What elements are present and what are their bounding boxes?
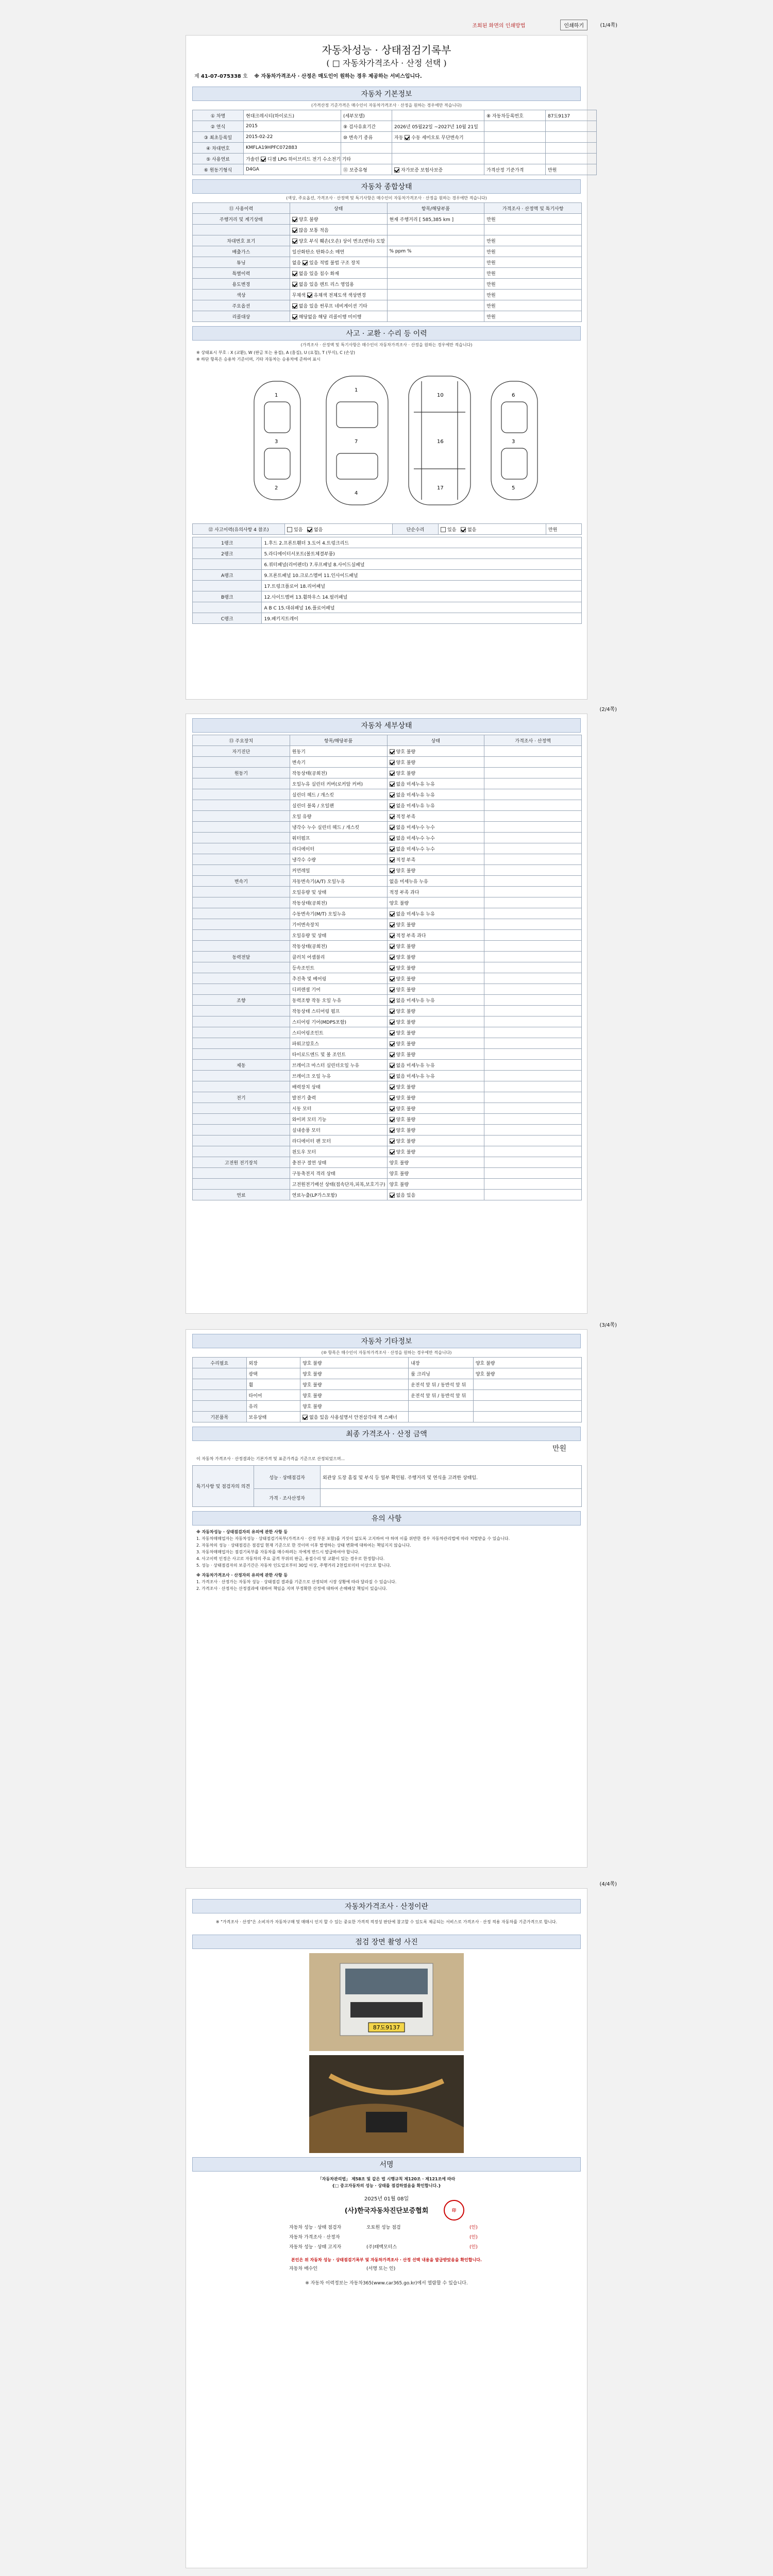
detail-row: 작동상태(공회전) 양호 불량 bbox=[193, 941, 582, 952]
other-row: 휠 양호 불량 운전석 앞 뒤 / 동반석 앞 뒤 bbox=[193, 1379, 582, 1390]
detail-row: 등속조인트 양호 불량 bbox=[193, 962, 582, 973]
caution-section: 유의 사항 bbox=[192, 1511, 581, 1526]
general-state-row: 특별이력 없음 있음 침수 화재 만원 bbox=[193, 268, 582, 279]
svg-text:7: 7 bbox=[355, 439, 358, 445]
general-state-row: 배출가스 일산화탄소 탄화수소 매연 % ppm % 만원 bbox=[193, 246, 582, 257]
footer-text: ※ 자동차 이력정보는 자동차365(www.car365.go.kr)에서 열람할 수 있습니다. bbox=[305, 2281, 468, 2286]
general-state-row: 주행거리 및 계기상태 양호 불량 현재 주행거리 [ 585,385 km ] 만원 bbox=[193, 214, 582, 225]
basic-info-row: ⑥ 원동기형식 D4GA ⑪ 보증유형 자가보증 보험사보증 가격산정 기준가격 만원 bbox=[193, 164, 597, 175]
signer-row: 자동차 성능 · 상태 고지자 (주)태백모터스 (인) bbox=[289, 2245, 478, 2250]
other-table bbox=[192, 1357, 582, 1422]
detail-row: 워터펌프 없음 미세누수 누수 bbox=[193, 833, 582, 843]
detail-row: 시동 모터 양호 불량 bbox=[193, 1103, 582, 1114]
svg-text:5: 5 bbox=[512, 485, 515, 491]
basic-info-row: ⑤ 사용연료 가솔린 디젤 LPG 하이브리드 전기 수소전기 기타 bbox=[193, 154, 597, 164]
caution-item: 4. 사고이력 인정은 사고로 자동차의 주요 골격 부위의 판금, 용접수리 및 교환이 있는 경우로 한정합니다. bbox=[196, 1556, 385, 1561]
detail-row: 스티어링 기어(MDPS포함) 양호 불량 bbox=[193, 1016, 582, 1027]
price-intro-section: 자동차가격조사 · 산정이란 bbox=[192, 1899, 581, 1913]
detail-section: 자동차 세부상태 bbox=[192, 718, 581, 733]
accident-legend-1: ※ 상태표시 부호 : X (교환), W (판금 또는 용접), A (흠집), U (요철), T (부식), C (손상) bbox=[196, 350, 356, 355]
page-1 bbox=[186, 35, 587, 700]
detail-row: 실린더 헤드 / 개스킷 없음 미세누유 누유 bbox=[193, 789, 582, 800]
detail-row: 커먼레일 양호 불량 bbox=[193, 865, 582, 876]
rank-row: C랭크 19.패키지트레이 bbox=[193, 613, 582, 624]
detail-row: 변속기 자동변속기(A/T) 오일누유 없음 미세누유 누유 bbox=[193, 876, 582, 887]
final-desc: 이 자동차 가격조사 · 산정결과는 기본가격 및 표준가격을 기준으로 산정되었으며... bbox=[196, 1456, 345, 1461]
buyer-row: 자동차 매수인 (서명 또는 인) bbox=[289, 2266, 396, 2272]
detail-row: 전기 발전기 출력 양호 불량 bbox=[193, 1092, 582, 1103]
rank-row: B랭크 12.사이드멤버 13.휠하우스 14.필러패널 bbox=[193, 591, 582, 602]
detail-row: 파워고압호스 양호 불량 bbox=[193, 1038, 582, 1049]
rank-row: A랭크 9.프론트패널 10.크로스멤버 11.인사이드패널 bbox=[193, 570, 582, 581]
basic-info-row: ① 차명 현대크레시티(하이로드) (세부모델) ⑧ 자동차등록번호 87도9137 bbox=[193, 110, 597, 121]
basic-info-row: ④ 차대번호 KMFLA19HPFC072883 bbox=[193, 143, 597, 154]
detail-row: 자기진단 원동기 양호 불량 bbox=[193, 746, 582, 757]
detail-row: 변속기 양호 불량 bbox=[193, 757, 582, 768]
svg-text:17: 17 bbox=[437, 485, 444, 491]
general-state-row: 색상 무채색 유채색 전체도색 색상변경 만원 bbox=[193, 290, 582, 300]
detail-row: 제동 브레이크 마스터 실린더오일 누유 없음 미세누유 누유 bbox=[193, 1060, 582, 1071]
price-intro-text: ※ "가격조사 · 산정"은 소비자가 자동차구매 및 매매시 인지 할 수 있는 중요한 가격적 적정성 판단에 참고할 수 있도록 제공되는 서비스로 가격조사 · 산정 적용 자동차를 기준가격으로 합니다. bbox=[215, 1920, 558, 1924]
inspection-photo-front bbox=[309, 1953, 464, 2051]
rank-row: 17.트렁크플로어 18.리어패널 bbox=[193, 581, 582, 591]
detail-row: 조향 동력조향 작동 오일 누유 없음 미세누유 누유 bbox=[193, 995, 582, 1006]
accident-section: 사고 · 교환 · 수리 등 이력 bbox=[192, 326, 581, 341]
header-notice: ※ 자동차가격조사 · 산정은 매도인이 원하는 경우 제공하는 서비스입니다. bbox=[254, 74, 422, 79]
general-state-row: 많음 보통 적음 bbox=[193, 225, 582, 235]
general-state-row: 주요옵션 없음 있음 썬루프 네비게이션 기타 만원 bbox=[193, 300, 582, 311]
sign-date: 2025년 01월 08일 bbox=[364, 2196, 409, 2202]
general-state-row: 튜닝 없음 있음 적법 불법 구조 장치 만원 bbox=[193, 257, 582, 268]
other-row: 광택 양호 불량 룸 크리닝 양호 불량 bbox=[193, 1368, 582, 1379]
caution-item: 1. 자동차매매업자는 자동차성능 · 상태점검기록부(가격조사 · 산정 부분 포함)를 거짓이 없도록 고지하여 야 하며 이를 위반한 경우 자동차관리법에 따라 처벌받을 수 있습니다. bbox=[196, 1536, 510, 1541]
detail-row: 오일 유량 적정 부족 bbox=[193, 811, 582, 822]
svg-text:3: 3 bbox=[512, 439, 515, 445]
page-title: 자동차성능 · 상태점검기록부 bbox=[322, 44, 451, 56]
general-note: (색상, 주요옵션, 가격조사 · 산정액 및 특기사항은 매수인이 자동차가격조사 · 산정을 원하는 경우에만 적습니다) bbox=[286, 196, 487, 200]
page-number-2: (2/4쪽) bbox=[599, 707, 617, 713]
general-state-row: 차대번호 표기 양호 부식 훼손(오손) 상이 변조(변타) 도말 만원 bbox=[193, 235, 582, 246]
other-row: 유리 양호 불량 bbox=[193, 1401, 582, 1412]
detail-table bbox=[192, 735, 582, 1200]
org-name: (사)한국자동차진단보증협회 印 bbox=[186, 2205, 587, 2215]
detail-row: 실내송풍 모터 양호 불량 bbox=[193, 1125, 582, 1136]
detail-row: 와이퍼 모터 기능 양호 불량 bbox=[193, 1114, 582, 1125]
svg-text:6: 6 bbox=[512, 393, 515, 398]
page-number-3: (3/4쪽) bbox=[599, 1323, 617, 1328]
detail-row: 배력장치 상태 양호 불량 bbox=[193, 1081, 582, 1092]
detail-row: 타이로드엔드 및 볼 조인트 양호 불량 bbox=[193, 1049, 582, 1060]
signer-row: 자동차 가격조사 · 산정자 (인) bbox=[289, 2235, 478, 2240]
detail-row: 수동변속기(M/T) 오일누유 없음 미세누유 누유 bbox=[193, 908, 582, 919]
final-table: 특기사항 및 점검자의 의견 성능 · 상태점검자 외관상 도장 흠집 및 부식 등 일부 확인됨. 주행거리 및 연식을 고려한 상태임. 가격 · 조사산정자 bbox=[192, 1465, 582, 1507]
sign-law-text: 「자동차관리법」 제58조 및 같은 법 시행규칙 제120조 · 제121조에 따라 bbox=[317, 2177, 456, 2181]
svg-text:16: 16 bbox=[437, 439, 444, 445]
caution-list-2 bbox=[186, 1579, 587, 1592]
page-2 bbox=[186, 707, 617, 1314]
car-outline-diagram bbox=[192, 366, 582, 520]
rank-table bbox=[192, 537, 582, 624]
detail-row: 브레이크 오일 누유 없음 미세누유 누유 bbox=[193, 1071, 582, 1081]
detail-row: 디퍼렌셜 기어 양호 불량 bbox=[193, 984, 582, 995]
sign-section: 서명 bbox=[192, 2157, 581, 2172]
record-number: 제 41-07-075338 호 ※ 자동차가격조사 · 산정은 매도인이 원하는 경우 제공하는 서비스입니다. bbox=[194, 74, 422, 79]
detail-row: 라디에이터 팬 모터 양호 불량 bbox=[193, 1136, 582, 1146]
basic-info-table bbox=[192, 110, 597, 175]
detail-row: 고전원 전기장치 충전구 절연 상태 양호 불량 bbox=[193, 1157, 582, 1168]
rank-row: 2랭크 5.라디에이터서포트(볼트체결부품) bbox=[193, 548, 582, 559]
basic-info-row: ③ 최초등록일 2015-02-22 ⑩ 변속기 종류 자동 수동 세미오토 무단변속기 bbox=[193, 132, 597, 143]
rank-row: A B C 15.대쉬패널 16.플로어패널 bbox=[193, 602, 582, 613]
other-section: 자동차 기타정보 bbox=[192, 1334, 581, 1348]
caution-item: 2. 가격조사 · 산정자는 산정결과에 대하여 책임을 지며 부정확한 산정에 대하여 손해배상 책임이 있습니다. bbox=[196, 1586, 388, 1591]
detail-row: 고전원전기배선 상태(접속단자,피복,보호기구) 양호 불량 bbox=[193, 1179, 582, 1190]
detail-row: 작동상태 스티어링 펌프 양호 불량 bbox=[193, 1006, 582, 1016]
caution-item: 1. 가격조사 · 산정가는 자동차 성능 · 상태점검 결과를 기준으로 산정되며 시장 상황에 따라 달라질 수 있습니다. bbox=[196, 1580, 397, 1584]
detail-row: 오일누유 실린더 커버(로커암 커버) 없음 미세누유 누유 bbox=[193, 778, 582, 789]
top-toolbar bbox=[186, 15, 617, 34]
caution-item: 3. 자동차매매업자는 점검기록부를 자동차를 매수하려는 자에게 반드시 발급하여야 합니다. bbox=[196, 1550, 360, 1554]
detail-row: 윈도우 모터 양호 불량 bbox=[193, 1146, 582, 1157]
detail-row: 작동상태(공회전) 양호 불량 bbox=[193, 897, 582, 908]
other-row: 타이어 양호 불량 운전석 앞 뒤 / 동반석 앞 뒤 bbox=[193, 1390, 582, 1401]
other-row: 기본품목 보유상태 없음 있음 사용설명서 안전삼각대 잭 스패너 bbox=[193, 1412, 582, 1422]
accident-legend-2: ※ 하단 항목은 승용차 기준이며, 기타 자동차는 승용차에 준하여 표시 bbox=[196, 357, 321, 362]
general-header-row: ⑪ 사용이력 상태 항목/해당부품 가격조사 · 산정액 및 특기사항 bbox=[193, 203, 582, 214]
svg-text:3: 3 bbox=[275, 439, 278, 445]
svg-text:2: 2 bbox=[275, 485, 278, 491]
svg-text:4: 4 bbox=[355, 490, 358, 496]
detail-row: 구동축전지 격리 상태 양호 불량 bbox=[193, 1168, 582, 1179]
basic-note: (가격산정 기준가격은 매수인이 자동차가격조사 · 산정을 원하는 경우에만 적습니다) bbox=[311, 103, 462, 108]
detail-row: 연료 연료누출(LP가스포함) 없음 있음 bbox=[193, 1190, 582, 1200]
caution-item: 5. 성능 · 상태점검자의 보증기간은 자동차 인도일로부터 30일 이상, 주행거리 2천킬로미터 이상으로 합니다. bbox=[196, 1563, 391, 1568]
detail-row: 원동기 작동상태(공회전) 양호 불량 bbox=[193, 768, 582, 778]
svg-text:1: 1 bbox=[355, 387, 358, 393]
org-seal: 印 bbox=[444, 2200, 464, 2221]
detail-row: 라디에이터 없음 미세누수 누수 bbox=[193, 843, 582, 854]
detail-header-row: ⑬ 주요장치 항목/해당부품 상태 가격조사 · 산정액 bbox=[193, 735, 582, 746]
caution-item: 2. 자동차의 성능 · 상태점검은 점검일 현재 기준으로 한 것이며 이후 발생하는 상태 변화에 대하여는 책임지지 않습니다. bbox=[196, 1543, 411, 1548]
page-number-4: (4/4쪽) bbox=[599, 1882, 617, 1887]
other-note: (⑩ 항목은 매수인이 자동차가격조사 · 산정을 원하는 경우에만 적습니다) bbox=[321, 1350, 452, 1355]
page-3 bbox=[186, 1323, 617, 1868]
page-4 bbox=[186, 1882, 617, 2568]
general-state-section: 자동차 종합상태 bbox=[192, 179, 581, 194]
rank-row: 6.쿼터패널(리어펜더) 7.루프패널 8.사이드실패널 bbox=[193, 559, 582, 570]
accident-note: (가격조사 · 산정액 및 특기사항은 매수인이 자동차가격조사 · 산정을 원하는 경우에만 적습니다) bbox=[300, 343, 473, 347]
svg-text:1: 1 bbox=[275, 393, 278, 398]
detail-row: 추진축 및 베어링 양호 불량 bbox=[193, 973, 582, 984]
sign-law-text-2: {□ 중고자동차의 성능 · 상태를 점검하였음을 확인합니다.} bbox=[332, 2183, 441, 2188]
print-guide-link[interactable]: 조회된 화면의 인쇄방법 bbox=[472, 23, 526, 29]
car-diagram bbox=[192, 366, 582, 520]
detail-row: 실린더 블록 / 오일팬 없음 미세누유 누유 bbox=[193, 800, 582, 811]
caution-heading-2: ※ 자동차가격조사 · 산정자의 유의에 관한 사항 등 bbox=[196, 1573, 288, 1578]
final-price-section: 최종 가격조사 · 산정 금액 bbox=[192, 1427, 581, 1441]
svg-text:87도9137: 87도9137 bbox=[373, 2024, 400, 2031]
inspection-photo-engine bbox=[309, 2055, 464, 2153]
basic-info-row: ② 연식 2015 ⑨ 검사유효기간 2026년 05월22일 ~2027년 10월 21일 bbox=[193, 121, 597, 132]
print-button[interactable]: 인쇄하기 bbox=[560, 20, 587, 30]
basic-info-section: 자동차 기본정보 bbox=[192, 87, 581, 101]
general-state-row: 용도변경 없음 있음 렌트 리스 영업용 만원 bbox=[193, 279, 582, 290]
detail-row: 동력전달 클러치 어셈블리 양호 불량 bbox=[193, 952, 582, 962]
svg-text:10: 10 bbox=[437, 393, 444, 398]
detail-row: 스티어링조인트 양호 불량 bbox=[193, 1027, 582, 1038]
other-row: 수리필요 외장 양호 불량 내장 양호 불량 bbox=[193, 1358, 582, 1368]
page-subtitle: ( □ 자동차가격조사 · 산정 선택 ) bbox=[326, 58, 447, 68]
general-state-table bbox=[192, 202, 582, 322]
accident-table: ⑫ 사고이력(유의사항 4 참조) 있음 없음 단순수리 있음 없음 만원 bbox=[192, 523, 582, 535]
general-state-row: 리콜대상 해당없음 해당 리콜이행 미이행 만원 bbox=[193, 311, 582, 322]
receipt-text: 본인은 위 자동차 성능 · 상태점검기록부 및 자동차가격조사 · 산정 선택 내용을 발급받았음을 확인합니다. bbox=[291, 2258, 482, 2262]
detail-row: 냉각수 누수 실린더 헤드 / 개스킷 없음 미세누수 누수 bbox=[193, 822, 582, 833]
signer-list bbox=[186, 2222, 587, 2251]
detail-row: 기어변속장치 양호 불량 bbox=[193, 919, 582, 930]
rank-row: 1랭크 1.후드 2.프론트휀더 3.도어 4.트렁크리드 bbox=[193, 537, 582, 548]
signer-row: 자동차 성능 · 상태 점검자 오토원 성능 점검 (인) bbox=[289, 2225, 478, 2230]
caution-list-1 bbox=[186, 1535, 587, 1569]
detail-row: 냉각수 수량 적정 부족 bbox=[193, 854, 582, 865]
detail-row: 오일유량 및 상태 적정 부족 과다 bbox=[193, 930, 582, 941]
final-unit: 만원 bbox=[552, 1445, 566, 1453]
page-number: (1/4쪽) bbox=[600, 23, 617, 28]
detail-row: 오일유량 및 상태 적정 부족 과다 bbox=[193, 887, 582, 897]
caution-heading-1: ※ 자동차성능 · 상태점검자의 유의에 관한 사항 등 bbox=[196, 1530, 288, 1534]
photos-section: 점검 장면 촬영 사진 bbox=[192, 1935, 581, 1949]
